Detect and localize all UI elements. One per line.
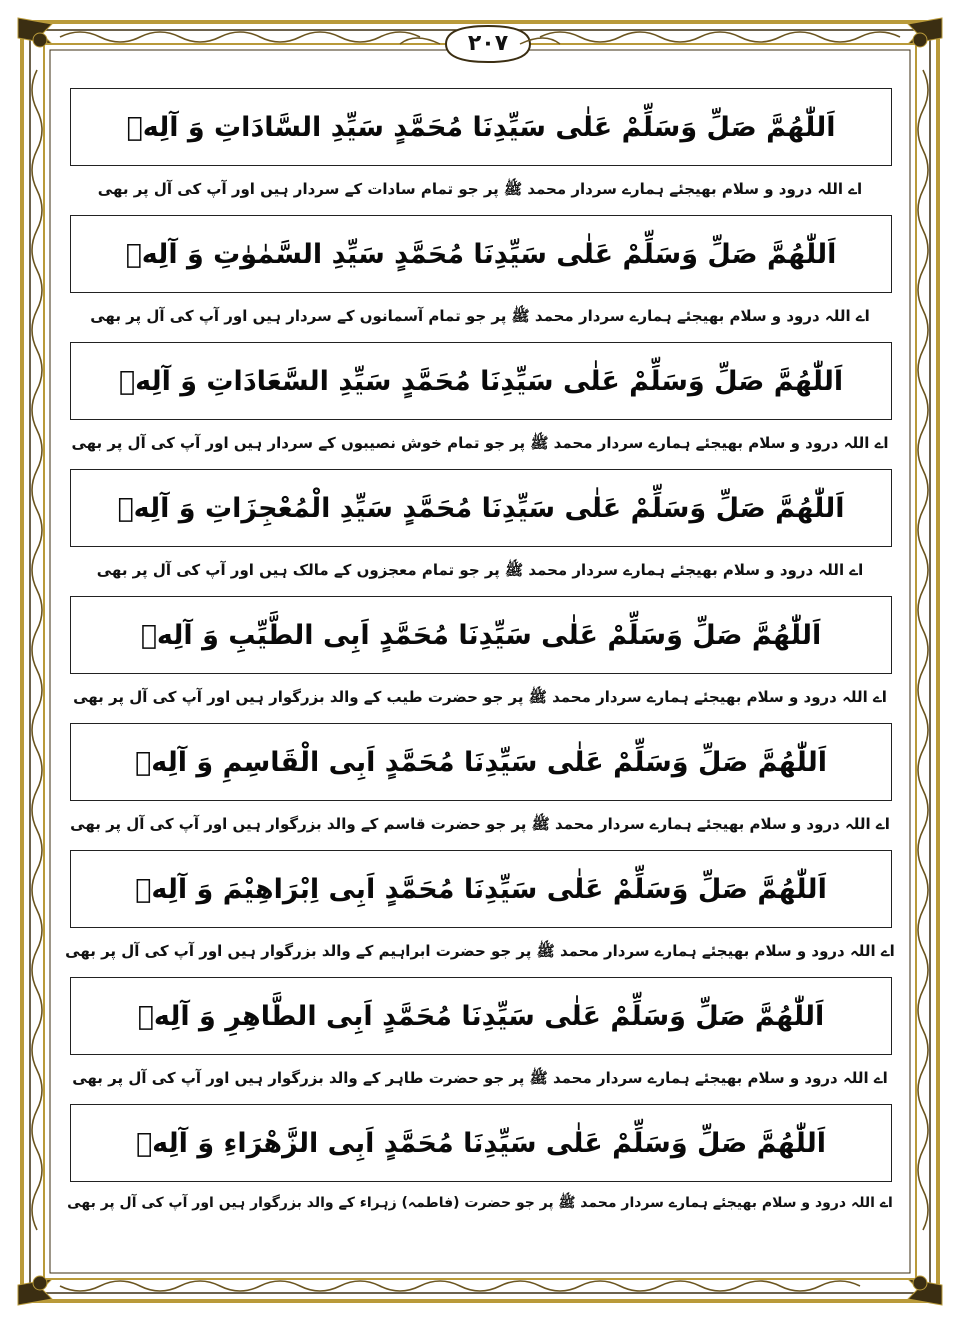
durood-entry [60, 596, 900, 723]
urdu-translation: اے اللہ درود و سلام بھیجئے ہمارے سردار محمد ﷺ پر جو تمام سادات کے سردار ہیں اور آپ کی آل پر بھی [97, 179, 863, 198]
urdu-translation: اے اللہ درود و سلام بھیجئے ہمارے سردار محمد ﷺ پر جو تمام معجزوں کے مالک ہیں اور آپ کی آل پر بھی [96, 560, 864, 579]
durood-entry [60, 342, 900, 469]
urdu-translation: اے اللہ درود و سلام بھیجئے ہمارے سردار محمد ﷺ پر جو حضرت طیب کے والد بزرگوار ہیں اور آپ کی آل پر بھی [73, 687, 887, 706]
urdu-translation: اے اللہ درود و سلام بھیجئے ہمارے سردار محمد ﷺ پر جو تمام آسمانوں کے سردار ہیں اور آپ کی آل پر بھی [90, 306, 870, 325]
arabic-text: اَللّٰهُمَّ صَلِّ وَسَلِّمْ عَلٰى سَيِّدِنَا مُحَمَّدٍ سَيِّدِ الْمُعْجِزَاتِ وَ آلِهٖ [70, 469, 892, 547]
arabic-text: اَللّٰهُمَّ صَلِّ وَسَلِّمْ عَلٰى سَيِّدِنَا مُحَمَّدٍ سَيِّدِ السَّمٰوٰتِ وَ آلِهٖ [70, 215, 892, 293]
durood-entry [60, 88, 900, 215]
durood-entry [60, 977, 900, 1104]
arabic-text: اَللّٰهُمَّ صَلِّ وَسَلِّمْ عَلٰى سَيِّدِنَا مُحَمَّدٍ اَبِى الطَّاهِرِ وَ آلِهٖ [70, 977, 892, 1055]
durood-entry [60, 1104, 900, 1226]
urdu-translation: اے اللہ درود و سلام بھیجئے ہمارے سردار محمد ﷺ پر جو تمام خوش نصیبوں کے سردار ہیں اور آپ کی آل پر بھی [71, 433, 889, 452]
arabic-text: اَللّٰهُمَّ صَلِّ وَسَلِّمْ عَلٰى سَيِّدِنَا مُحَمَّدٍ سَيِّدِ السَّادَاتِ وَ آلِهٖ [70, 88, 892, 166]
arabic-text: اَللّٰهُمَّ صَلِّ وَسَلِّمْ عَلٰى سَيِّدِنَا مُحَمَّدٍ اَبِى الزَّهْرَاءِ وَ آلِهٖ [70, 1104, 892, 1182]
page-number: ٢٠٧ [467, 31, 509, 56]
urdu-translation: اے اللہ درود و سلام بھیجئے ہمارے سردار محمد ﷺ پر جو حضرت قاسم کے والد بزرگوار ہیں اور آپ کی آل پر بھی [70, 814, 890, 833]
durood-entry [60, 215, 900, 342]
durood-entry [60, 723, 900, 850]
arabic-text: اَللّٰهُمَّ صَلِّ وَسَلِّمْ عَلٰى سَيِّدِنَا مُحَمَّدٍ اَبِى اِبْرَاهِيْمَ وَ آلِهٖ [70, 850, 892, 928]
urdu-translation: اے اللہ درود و سلام بھیجئے ہمارے سردار محمد ﷺ پر جو حضرت ابراہیم کے والد بزرگوار ہیں اور آپ کی آل پر بھی [65, 941, 895, 960]
durood-entry [60, 469, 900, 596]
arabic-text: اَللّٰهُمَّ صَلِّ وَسَلِّمْ عَلٰى سَيِّدِنَا مُحَمَّدٍ اَبِى الطَّيِّبِ وَ آلِهٖ [70, 596, 892, 674]
arabic-text: اَللّٰهُمَّ صَلِّ وَسَلِّمْ عَلٰى سَيِّدِنَا مُحَمَّدٍ سَيِّدِ السَّعَادَاتِ وَ آلِهٖ [70, 342, 892, 420]
urdu-translation: اے اللہ درود و سلام بھیجئے ہمارے سردار محمد ﷺ پر جو حضرت (فاطمہ) زہراء کے والد بزرگوار ہیں اور آپ کی آل پر بھی [67, 1195, 893, 1211]
urdu-translation: اے اللہ درود و سلام بھیجئے ہمارے سردار محمد ﷺ پر جو حضرت طاہر کے والد بزرگوار ہیں اور آپ کی آل پر بھی [72, 1068, 888, 1087]
durood-list [60, 88, 900, 1226]
durood-entry [60, 850, 900, 977]
arabic-text: اَللّٰهُمَّ صَلِّ وَسَلِّمْ عَلٰى سَيِّدِنَا مُحَمَّدٍ اَبِى الْقَاسِمِ وَ آلِهٖ [70, 723, 892, 801]
